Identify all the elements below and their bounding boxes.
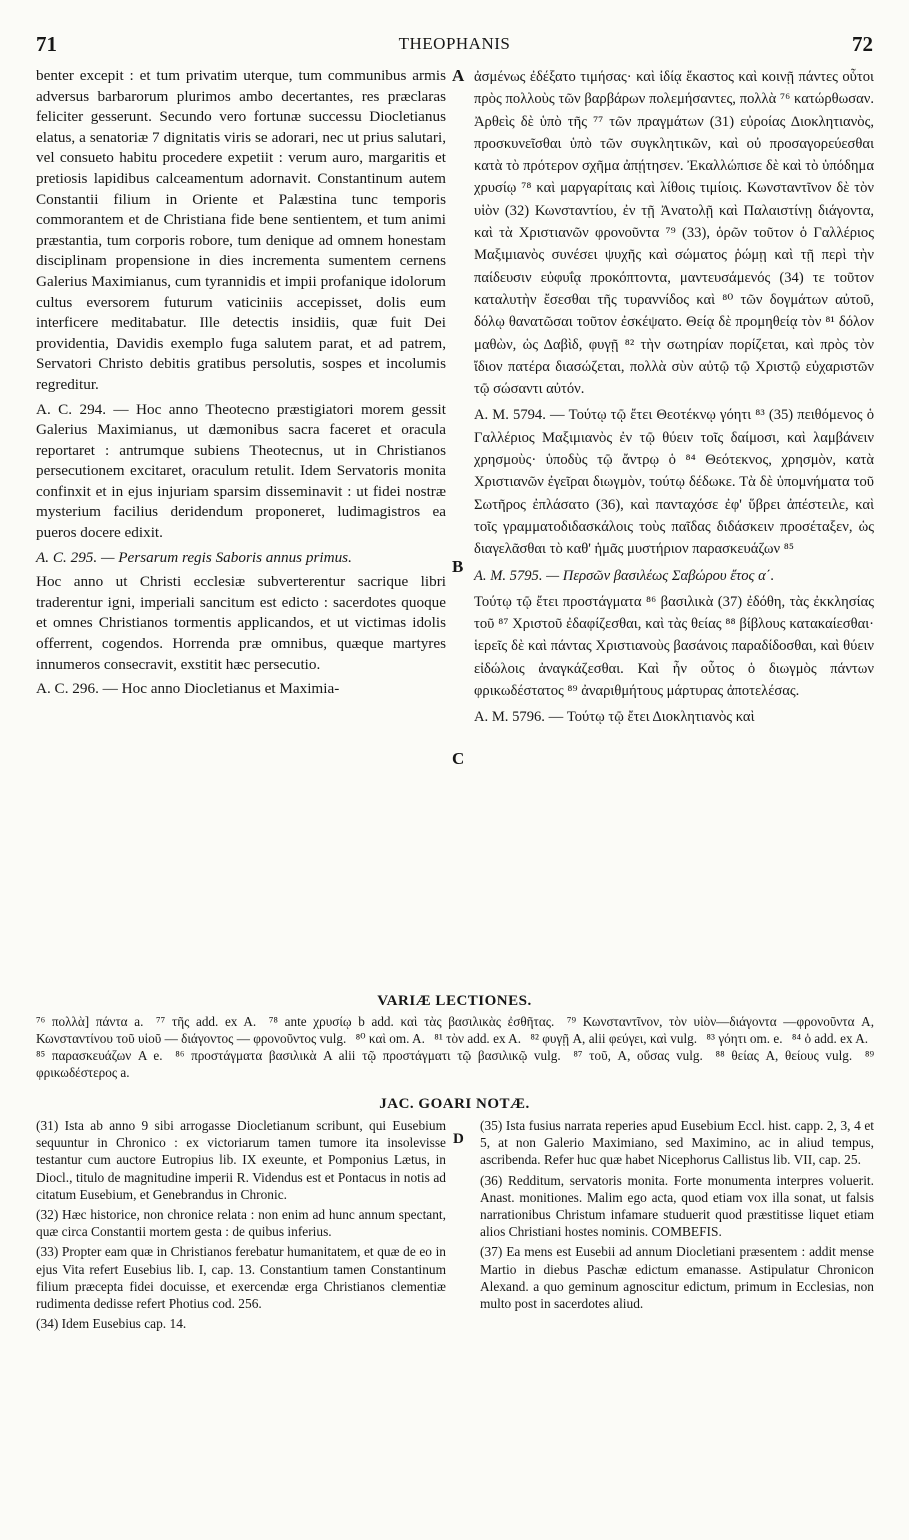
margin-letter-d: D: [453, 1131, 464, 1147]
greek-column: [474, 66, 874, 733]
running-title: THEOPHANIS: [398, 34, 511, 53]
note-33: (33) Propter eam quæ in Christianos ferebatur humanitatem, et quæ de eo in ejus Vita refert Eusebius lib. I, cap. 13. Constantium tamen Constantinum filium præcepta fidei docuisse, et exercendæ erga Christianos clementiæ rudimenta dedisse refert Photius cod. 256.: [36, 1244, 446, 1312]
note-34: (34) Idem Eusebius cap. 14.: [36, 1316, 187, 1332]
notes-right-column: [480, 1117, 874, 1315]
greek-paragraph-5795: Τούτῳ τῷ ἔτει προστάγματα ⁸⁶ βασιλικὰ (37) ἐδόθη, τὰς ἐκκλησίας τοῦ ⁸⁷ Χριστοῦ ἐδαφίζεσθαι, καὶ τὰς θείας ⁸⁸ βίβλους κατακαίεσθαι· ἱερεῖς δὲ καὶ πάντας Χριστιανοὺς βασάνοις παραδίδοσθαι, καὶ θύειν εἰδώλοις ἀναγκάζεσθαι. Καὶ ἦν οὗτος ὁ διωγμὸς πάντων φρικωδέστατος ⁸⁹ ἀναριθμήτους μάρτυρας ἀποτελέσας.: [474, 593, 874, 700]
latin-entry-296: A. C. 296. — Hoc anno Diocletianus et Maximia-: [36, 680, 340, 698]
variant-reading: ⁸⁸ θείας A, θείους vulg.: [715, 1048, 853, 1063]
variant-reading: ⁸⁶ προστάγματα βασιλικὰ A alii τῷ προστάγματι τῷ βασιλικῷ vulg.: [175, 1048, 561, 1063]
greek-entry-5795-heading: A. M. 5795. — Περσῶν βασιλέως Σαβώρου ἔτος α΄.: [474, 567, 775, 584]
variant-reading: ⁷⁹ Κωνσταντῖνον, τὸν υἱὸν—διάγοντα —φρονοῦντα A, Κωνσταντίνου τοῦ υἱοῦ — διάγοντος — φρονοῦντος vulg.: [36, 1014, 874, 1046]
margin-letter-c: C: [452, 749, 465, 768]
variant-reading: ⁸⁷ τοῦ, A, οὔσας vulg.: [573, 1048, 703, 1063]
page-number-right: 72: [852, 32, 873, 56]
variant-reading: ⁸³ γόητι om. e.: [706, 1031, 783, 1046]
note-31: (31) Ista ab anno 9 sibi arrogasse Diocletianum scribunt, qui Eusebium sequuntur in Chronico : ex victoriarum tamen tumore ita insolevisse testantur cum auctore Eutropius lib. IX exeunte, et Pomponius Lætus, in Diocl., titulo de magnitudine imperii R. Videndus est et Pontacus in notis ad citatum Eusebium, et Genebrandus in Chronic.: [36, 1118, 446, 1202]
notes-left-column: [36, 1117, 446, 1335]
variant-reading: ⁸⁰ καὶ om. A.: [355, 1031, 425, 1046]
note-32: (32) Hæc historice, non chronice relata : non enim ad hunc annum spectant, quæ circa Constantii mortem gesta : de quibus inferius.: [36, 1207, 446, 1240]
page-number-left: 71: [36, 32, 57, 56]
note-37: (37) Ea mens est Eusebii ad annum Diocletiani præsentem : addit mense Martio in diebus Paschæ edictum emanasse. Astipulatur Chronicon Alexand. a quo geminum agnoscitur edictum, primum in Ecclesias, non multo post in sacerdotes aliud.: [480, 1244, 874, 1312]
greek-paragraph-1: ἀσμένως ἐδέξατο τιμήσας· καὶ ἰδίᾳ ἕκαστος καὶ κοινῇ πάντες οὗτοι πρὸς πολλοὺς τῶν βαρβάρων πολεμήσαντες, πολλὰ ⁷⁶ κατώρθωσαν. Ἀρθεὶς δὲ ὑπὸ τῆς ⁷⁷ τῶν πραγμάτων (31) εὐροίας Διοκλητιανὸς, προσκυνεῖσθαι ὑπὸ τῶν συγκλητικῶν, καὶ οὐ προσαγορεύεσθαι κατὰ τὸ πρότερον σχῆμα ἀπῄτησεν. Ἐκαλλώπισε δὲ καὶ τὸ ὑπόδημα χρυσίῳ ⁷⁸ καὶ μαργαρίταις καὶ λίθοις τιμίοις. Κωνσταντῖνον δὲ τὸν υἱὸν (32) Κωνσταντίου, ἐν τῇ Ἀνατολῇ καὶ Παλαιστίνῃ διάγοντα, καὶ τὰ Χριστιανῶν φρονοῦντα ⁷⁹ (33), ὁρῶν τοῦτον ὁ Γαλλέριος Μαξιμιανὸς συνέσει ψυχῆς καὶ σώματος ῥώμῃ καὶ τῇ περὶ τὴν παίδευσιν εὐφυΐᾳ προκόπτοντα, μαντευσάμενός (34) τε τοῦτον καταλυτὴν ἔσεσθαι τῆς τυραννίδος καὶ ⁸⁰ τῶν δογμάτων αὐτοῦ, δόλῳ θανατῶσαι τοῦτον ἐσκέψατο. Θείᾳ δὲ προμηθείᾳ τὸν ⁸¹ δόλον μαθὼν, ὡς Δαβὶδ, φυγῇ ⁸² τὴν σωτηρίαν πορίζεται, καὶ πρὸς τὸν ἴδιον πατέρα διασώζεται, πολλὰ σὺν αὐτῷ τῷ Χριστῷ εὐχαριστῶν τῷ σώσαντι αὐτόν.: [474, 69, 874, 398]
note-35: (35) Ista fusius narrata reperies apud Eusebium Eccl. hist. capp. 2, 3, 4 et 5, at non Galerio Maximiano, sed Maximino, ac in aliud tempus, ascribenda. Refer huc quæ habet Nicephorus Callistus lib. VII, cap. 25.: [480, 1118, 874, 1168]
variant-reading: ⁸⁵ παρασκευάζων A e.: [36, 1048, 163, 1063]
greek-entry-5794: A. M. 5794. — Τούτῳ τῷ ἔτει Θεοτέκνῳ γόητι ⁸³ (35) πειθόμενος ὁ Γαλλέριος Μαξιμιανὸς ἐν τῷ θύειν τοῖς δαίμοσι, καὶ λαμβάνειν χρησμοὺς· ὑποδὺς τῷ ἄντρῳ ὁ ⁸⁴ Θεότεκνος, χρησμὸν, κατὰ Χριστιανῶν ἐγεῖραι διωγμὸν, τούτῳ δέδωκε. Τὰ δὲ ὑπομνήματα τοῦ Σωτῆρος ἐπλάσατο (36), καὶ πανταχόσε ἐφ' ὕβρει ἀπέστειλε, καὶ τοῖς γραμματοδιδασκάλοις τοὺς παῖδας διδάσκειν προσέταξεν, ὡς διαγελᾶσθαι τὸ καθ' ἡμᾶς μυστήριον παρασκευάζων ⁸⁵: [474, 407, 874, 558]
greek-entry-5796: A. M. 5796. — Τούτῳ τῷ ἔτει Διοκλητιανὸς καὶ: [474, 709, 755, 726]
margin-letter-b: B: [452, 557, 464, 576]
variae-lectiones-list: [36, 1013, 874, 1081]
margin-letter-a: A: [452, 66, 465, 85]
variant-reading: ⁷⁶ πολλὰ] πάντα a.: [36, 1014, 144, 1029]
variant-reading: ⁸⁴ ὁ add. ex A.: [791, 1031, 869, 1046]
variant-reading: ⁷⁷ τῆς add. ex A.: [156, 1014, 257, 1029]
variant-reading: ⁸² φυγῇ A, alii φεύγει, καὶ vulg.: [530, 1031, 698, 1046]
latin-entry-295-heading: A. C. 295. — Persarum regis Saboris annus primus.: [36, 548, 352, 566]
variant-reading: ⁸¹ τὸν add. ex A.: [434, 1031, 521, 1046]
note-36: (36) Redditum, servatoris monita. Forte monumenta interpres voluerit. Anast. monitiones. Malim ego acta, quod etiam vox illa sonat, ut falsis narrationibus Christum infamare studuerit quod præstitisse liquet etiam alios Christiani hostes nominis. COMBEFIS.: [480, 1172, 874, 1240]
variae-lectiones-title: VARIÆ LECTIONES.: [377, 993, 532, 1009]
variant-reading: ⁸⁹ φρικωδέστερος a.: [36, 1048, 875, 1080]
latin-entry-294: A. C. 294. — Hoc anno Theotecno præstigiatori morem gessit Galerius Maximianus, ut dæmonibus sacra faceret et oracula reportaret : antrumque subiens Theotecnus, ut in Christianos persecutionem excitaret, oraculum retulit. Idem Servatoris monita confinxit et in ejus injuriam sparsim disseminavit : ut fidei nostræ mysterium facilius deridendum proponeret, ludimagistros ea pueros docere edixit.: [36, 400, 446, 542]
running-header: [36, 32, 873, 62]
latin-column: [36, 66, 446, 704]
notae-title: JAC. GOARI NOTÆ.: [379, 1096, 530, 1112]
latin-paragraph-295: Hoc anno ut Christi ecclesiæ subverterentur sacrique libri traderentur igni, imperiali sancitum est edicto : sacerdotes quoque et omnes Christianos tormentis applicandos, et ut victimas idolis offerrent, cogendos. Horrenda præ omnibus, quæque martyres innumeros consecravit, exstitit hæc persecutio.: [36, 573, 446, 673]
latin-paragraph-1: benter excepit : et tum privatim uterque, tum communibus armis adversus barbarorum plurimos ambo decertantes, res præclaras feliciter gesserunt. Secundo vero fortunæ successu Diocletianus elatus, a senatoriæ 7 dignitatis viris se adorari, nec ut prius salutari, vel consueto habitu procedere expetiit : verum auro, margaritis et pretiosis lapidibus calceamentum adornavit. Constantinum autem Constantii filium in Oriente et Palæstina tunc temporis commorantem et de Christiana fide bene sentientem, et tum animi præstantia, tum corporis robore, tum denique ad omnem honestam disciplinam propensione in dies incrementa sumentem cernens Galerius Maximianus, cum tyrannidis et impii profanique idolorum cultus eversorem futurum vaticiniis accepisset, dolis eum interficere meditabatur. Ille detectis insidiis, quæ fuit Dei providentia, Davidis exemplo fuga salutem parat, et ad patrem, Servatori Christo debitis gratibus persolutis, sospes et incolumis regreditur.: [36, 67, 446, 393]
variant-reading: ⁷⁸ ante χρυσίῳ b add. καὶ τὰς βασιλικὰς ἐσθῆτας.: [268, 1014, 555, 1029]
